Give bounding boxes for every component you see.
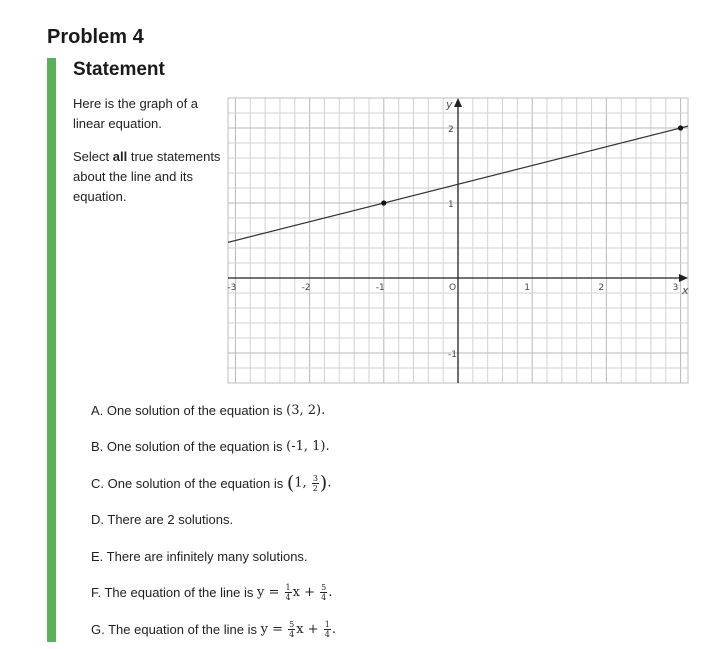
choice-f-m1: y =	[257, 585, 284, 601]
choice-d[interactable]	[91, 502, 336, 539]
choice-f-d1: 4	[285, 593, 291, 603]
choice-g-n1: 5	[289, 619, 295, 629]
choice-f-text: F. The equation of the line is	[91, 585, 254, 601]
line-graph	[227, 97, 689, 384]
intro-pre: Select	[73, 149, 113, 164]
intro-post: true statements about the line and its equation.	[73, 149, 221, 204]
choice-b-text: B. One solution of the equation is	[91, 439, 283, 455]
axes	[228, 98, 689, 383]
x-tick-label: 2	[598, 283, 605, 293]
data-point	[381, 200, 386, 205]
statement-heading: Statement	[73, 59, 165, 80]
origin-label: O	[449, 283, 457, 293]
y-axis-arrow	[454, 98, 462, 107]
y-tick-label: 2	[448, 125, 454, 135]
choice-b[interactable]	[91, 429, 336, 466]
choice-g-d2: 4	[324, 629, 330, 639]
x-tick-label: -3	[227, 283, 237, 293]
x-tick-label: 1	[524, 283, 530, 293]
choice-c-m1: 1,	[294, 475, 311, 491]
choice-e-text: E. There are infinitely many solutions.	[91, 548, 308, 564]
choice-c-den: 2	[312, 483, 318, 493]
x-axis-arrow	[679, 274, 688, 282]
choice-g-m2: x +	[296, 621, 323, 637]
choice-g-d1: 4	[289, 629, 295, 639]
choice-f[interactable]	[91, 575, 336, 612]
x-tick-label: 3	[672, 283, 679, 293]
choice-f-m2: x +	[292, 585, 320, 601]
choice-f-fraction-1	[285, 583, 292, 602]
choice-f-n2: 5	[321, 583, 327, 593]
y-axis-label: y	[446, 98, 453, 111]
answer-choices	[91, 392, 336, 648]
choice-c-math	[287, 472, 332, 494]
intro-line-2	[73, 147, 223, 207]
choice-e[interactable]	[91, 538, 336, 575]
choice-g-end: .	[331, 621, 336, 637]
choice-c-open-paren: (	[286, 472, 295, 495]
problem-title: Problem 4	[47, 26, 144, 48]
x-tick-label: -2	[301, 283, 311, 293]
choice-g-fraction-1	[288, 620, 295, 639]
y-tick-label: 1	[448, 200, 454, 210]
choice-a-text: A. One solution of the equation is	[91, 402, 283, 418]
choice-g[interactable]	[91, 611, 336, 648]
intro-line-1: Here is the graph of a linear equation.	[73, 96, 199, 131]
choice-d-text: D. There are 2 solutions.	[91, 512, 234, 528]
accent-bar	[47, 58, 56, 642]
choice-c-text: C. One solution of the equation is	[91, 475, 284, 491]
choice-c-end: .	[327, 475, 332, 491]
choice-g-n2: 1	[324, 619, 330, 629]
choice-c[interactable]	[91, 465, 336, 502]
choice-a[interactable]	[91, 392, 336, 429]
x-axis-label: x	[682, 284, 689, 297]
choice-g-text: G. The equation of the line is	[91, 621, 257, 637]
y-tick-label: -1	[448, 350, 457, 360]
x-tick-label: -1	[375, 283, 385, 293]
choice-g-fraction-2	[324, 620, 331, 639]
choice-c-fraction	[312, 474, 319, 493]
choice-c-close-paren: )	[319, 472, 328, 495]
data-point	[678, 125, 683, 130]
choice-b-math: (-1, 1).	[286, 439, 330, 455]
choice-a-math: (3, 2).	[286, 402, 326, 418]
choice-g-math	[261, 620, 336, 639]
choice-g-m1: y =	[260, 621, 288, 637]
choice-f-fraction-2	[320, 583, 327, 602]
choice-f-end: .	[328, 585, 333, 601]
intro-bold: all	[112, 149, 128, 164]
choice-f-math	[257, 583, 332, 602]
intro-text	[73, 94, 223, 220]
choice-f-n1: 1	[285, 583, 291, 593]
choice-f-d2: 4	[321, 593, 327, 603]
choice-c-num: 3	[312, 473, 318, 483]
